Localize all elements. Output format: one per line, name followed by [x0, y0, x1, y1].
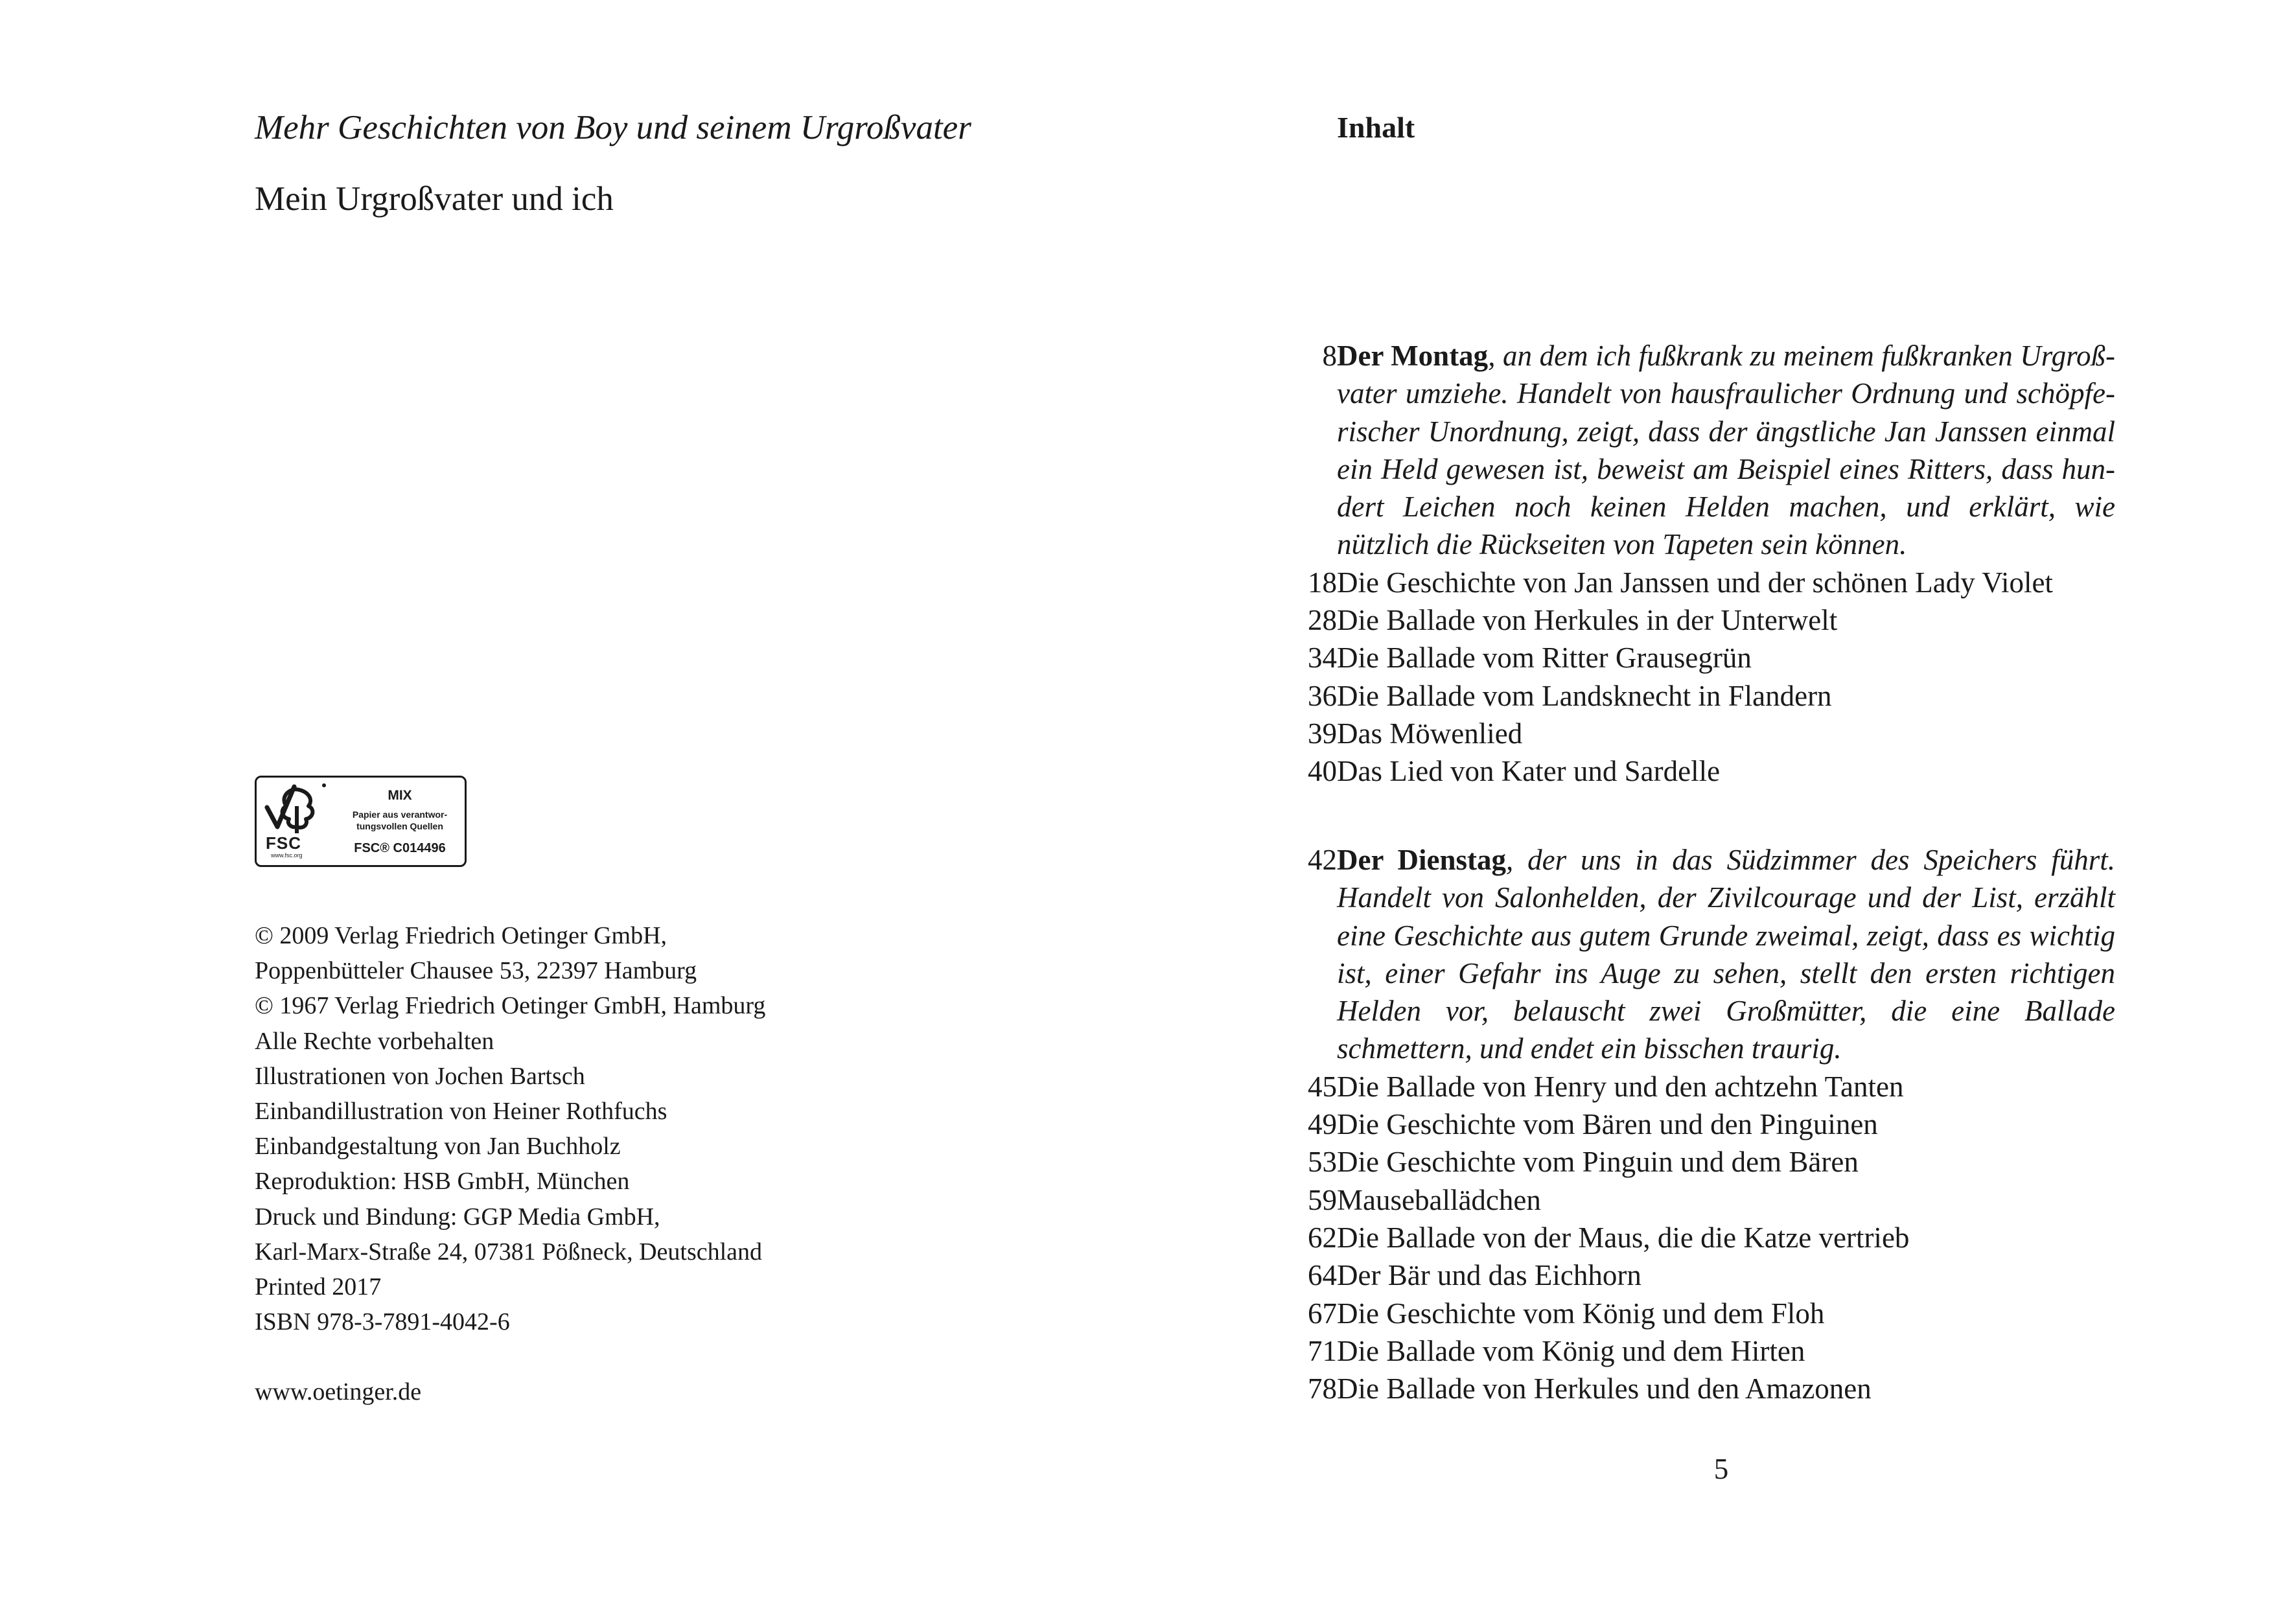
imprint-line: Printed 2017 [255, 1273, 382, 1301]
toc-entry [1255, 1295, 2111, 1332]
toc-page-number: 18 [1308, 566, 1337, 599]
right-page [1148, 0, 2296, 1607]
fsc-label [255, 776, 467, 867]
toc-entry-title: Mauseballädchen [1337, 1183, 1541, 1216]
toc-page-number: 78 [1308, 1372, 1337, 1405]
imprint-line: Reproduktion: HSB GmbH, München [255, 1168, 630, 1196]
imprint-line: Alle Rechte vorbehalten [255, 1027, 494, 1055]
toc-section-text [1337, 841, 2115, 1068]
imprint-line: © 2009 Verlag Friedrich Oetinger GmbH, [255, 922, 667, 949]
fsc-mark-text: FSC [266, 833, 301, 853]
toc-entry-title: Der Bär und das Eichhorn [1337, 1259, 1641, 1292]
toc-heading: Inhalt [1337, 111, 1415, 144]
toc-entry [1255, 1181, 2111, 1219]
imprint-line: Druck und Bindung: GGP Media GmbH, [255, 1203, 660, 1231]
toc-page-number: 45 [1308, 1070, 1337, 1103]
toc-page-number: 40 [1308, 755, 1337, 788]
imprint-line: Einbandgestaltung von Jan Buchholz [255, 1133, 621, 1161]
toc-entry [1255, 677, 2111, 715]
toc-entry [1255, 1105, 2111, 1143]
toc-entry-title: Die Geschichte von Jan Janssen und der schönen Lady Violet [1337, 566, 2053, 599]
toc-section-tuesday [1255, 841, 2115, 1407]
toc-entry [1255, 752, 2111, 790]
toc-entry-title: Die Ballade von Herkules in der Unterwelt [1337, 604, 1838, 637]
toc-page-number: 39 [1308, 717, 1337, 750]
toc-entry-title: Die Ballade von Henry und den achtzehn Tanten [1337, 1070, 1904, 1103]
toc-entry [1255, 1143, 2111, 1181]
series-title: Mehr Geschichten von Boy und seinem Urgroßvater [255, 109, 971, 146]
toc-page-number: 49 [1308, 1108, 1337, 1141]
toc-entry-title: Die Ballade von Herkules und den Amazonen [1337, 1372, 1872, 1405]
toc-section-lead [1255, 337, 2115, 564]
imprint-line: Illustrationen von Jochen Bartsch [255, 1062, 585, 1090]
toc-page-number: 53 [1308, 1146, 1337, 1179]
toc-entry-title: Die Geschichte vom Pinguin und dem Bären [1337, 1146, 1859, 1179]
toc-page-number: 62 [1308, 1221, 1337, 1254]
toc-section-monday [1255, 337, 2115, 791]
toc-entry-title: Die Ballade von der Maus, die die Katze vertrieb [1337, 1221, 1910, 1254]
toc-entry-title: Die Ballade vom Ritter Grausegrün [1337, 642, 1752, 675]
imprint-line: Karl-Marx-Straße 24, 07381 Pößneck, Deutschland [255, 1238, 763, 1266]
toc-page-number: 67 [1308, 1297, 1337, 1330]
fsc-code: FSC® C014496 [354, 841, 446, 855]
toc-page-number: 34 [1308, 642, 1337, 675]
fsc-description: Papier aus verantwor- tungsvollen Quellen [352, 809, 448, 831]
toc-page-number: 36 [1308, 679, 1337, 712]
book-title: Mein Urgroßvater und ich [255, 180, 614, 218]
imprint [255, 918, 765, 1339]
toc-entry [1255, 1068, 2111, 1105]
toc-entry [1255, 1332, 2111, 1370]
toc-section-text [1337, 337, 2115, 564]
toc-entry-title: Das Möwenlied [1337, 717, 1523, 750]
imprint-line: ISBN 978-3-7891-4042-6 [255, 1308, 510, 1336]
toc-entry-title: Das Lied von Kater und Sardelle [1337, 755, 1721, 788]
imprint-line: Einbandillustration von Heiner Rothfuchs [255, 1098, 667, 1126]
toc-page-number: 59 [1308, 1183, 1337, 1216]
fsc-mix-text: MIX [388, 788, 412, 803]
toc-entry-title: Die Ballade vom Landsknecht in Flandern [1337, 679, 1832, 712]
toc-section-description: , der uns in das Südzimmer des Speichers führt. Handelt von Salonhelden, der Zivilcourage und der List, erzählt eine Geschichte aus gutem Grunde zweimal, zeigt, dass es wichtig ist, einer Gefahr ins Auge zu sehen, stellt den ersten richtigen Helden vor, belauscht zwei Großmütter, die eine Ballade schmettern, und endet ein bisschen traurig. [1337, 844, 2115, 1065]
toc-page-number: 8 [1322, 340, 1337, 372]
imprint-line: Poppenbütteler Chausee 53, 22397 Hamburg [255, 957, 697, 985]
toc-page-number: 64 [1308, 1259, 1337, 1292]
toc-page-number: 42 [1308, 844, 1337, 876]
toc-section-description: , an dem ich fußkrank zu meinem fußkranken Urgroßvater umziehe. Handelt von hausfraulicher Ordnung und schöpferischer Unordnung, zeigt, dass der ängstliche Jan Janssen einmal ein Held gewesen ist, beweist am Beispiel eines Ritters, dass hundert Leichen noch keinen Helden machen, und erklärt, wie nützlich die Rückseiten von Tapeten sein können. [1337, 340, 2115, 561]
toc-entry [1255, 1256, 2111, 1294]
toc-page-number: 71 [1308, 1334, 1337, 1367]
toc-entry [1255, 564, 2111, 601]
toc-entry-title: Die Geschichte vom König und dem Floh [1337, 1297, 1825, 1330]
toc-entry [1255, 639, 2111, 676]
fsc-url-text: www.fsc.org [271, 852, 303, 859]
toc-entry-title: Die Geschichte vom Bären und den Pinguinen [1337, 1108, 1878, 1141]
toc-entry [1255, 601, 2111, 639]
imprint-line: © 1967 Verlag Friedrich Oetinger GmbH, Hamburg [255, 992, 766, 1020]
publisher-website[interactable]: www.oetinger.de [255, 1378, 422, 1405]
left-page [0, 0, 1147, 1607]
page-number: 5 [1713, 1453, 1729, 1485]
toc-section-lead [1255, 841, 2115, 1068]
toc-entry [1255, 1370, 2111, 1407]
toc-entry [1255, 715, 2111, 752]
toc-entry-title: Die Ballade vom König und dem Hirten [1337, 1334, 1805, 1367]
toc-page-number: 28 [1308, 604, 1337, 637]
toc-section-title: Der Montag [1337, 340, 1489, 372]
toc-entry [1255, 1219, 2111, 1256]
toc-section-title: Der Dienstag [1337, 844, 1507, 876]
